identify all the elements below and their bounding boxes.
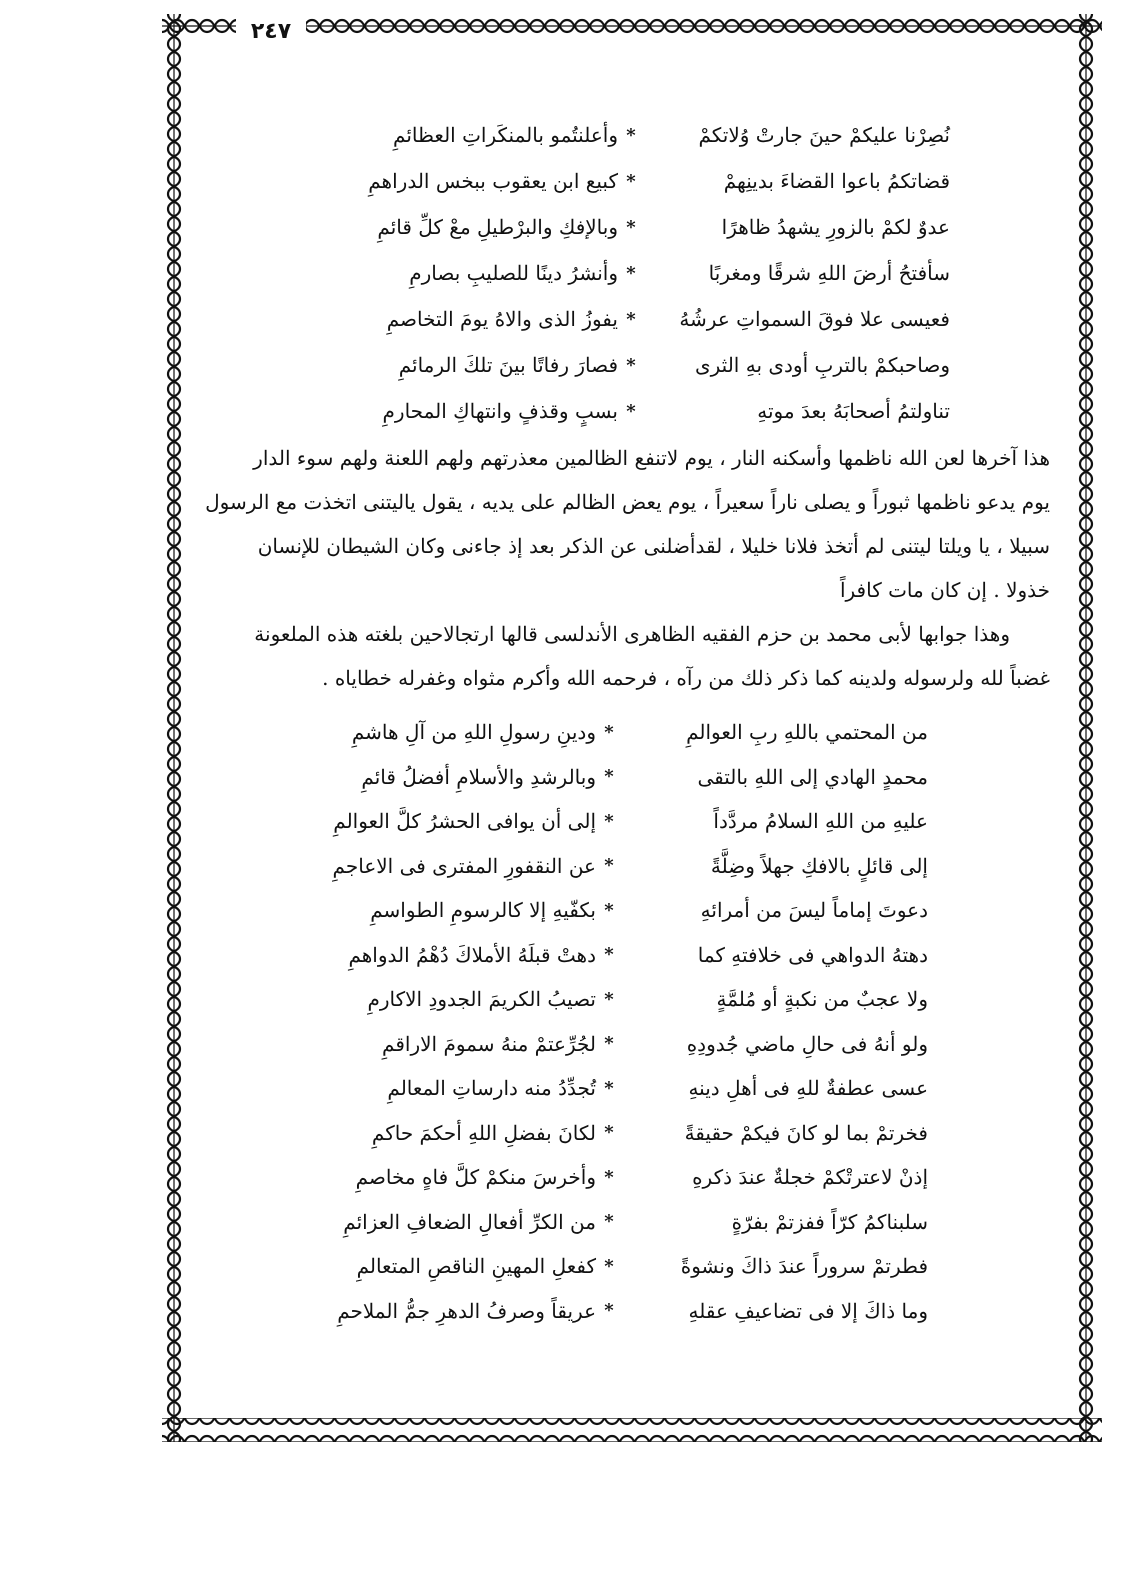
- hemistich-left: تصيبُ الكريمَ الجدودِ الاكارمِ: [367, 987, 596, 1012]
- verse-line: [310, 296, 950, 342]
- hemistich-left: من الكرِّ أفعالِ الضعافِ العزائمِ: [343, 1209, 596, 1234]
- hemistich-right: عدوٌ لكمْ بالزورِ يشهدُ ظاهرًا: [721, 215, 950, 239]
- verse-line: [310, 204, 950, 250]
- separator-star: *: [604, 1122, 614, 1144]
- hemistich-left: كبيع ابن يعقوب ببخس الدراهمِ: [368, 169, 618, 193]
- hemistich-right: وما ذاكَ إلا فى تضاعيفِ عقلهِ: [688, 1298, 928, 1323]
- hemistich-right: فعيسى علا فوقَ السمواتِ عرشُهُ: [679, 307, 950, 331]
- hemistich-right: من المحتمي باللهِ ربِ العوالمِ: [686, 720, 928, 745]
- hemistich-right: سأفتحُ أرضَ اللهِ شرقًا ومغربًا: [708, 261, 950, 285]
- hemistich-right: إلى قائلٍ بالافكِ جهلاً وضِلَّةً: [710, 853, 928, 878]
- hemistich-right: ولو أنهُ فى حالِ ماضي جُدودِهِ: [686, 1031, 928, 1056]
- hemistich-right: فطرتمْ سروراً عندَ ذاكَ ونشوةً: [680, 1254, 928, 1279]
- page-number: ٢٤٧: [236, 18, 306, 46]
- verse-line: [288, 1066, 928, 1111]
- verse-line: [288, 1289, 928, 1334]
- hemistich-left: يفوزُ الذى والاهُ يومَ التخاصمِ: [386, 307, 618, 331]
- hemistich-right: تناولتمُ أصحابَهُ بعدَ موتهِ: [757, 399, 950, 423]
- prose-line: وهذا جوابها لأبى محمد بن حزم الفقيه الظاهرى الأندلسى قالها ارتجالاحين بلغته هذه الملعونة: [254, 622, 1010, 646]
- verse-line: [288, 710, 928, 755]
- separator-star: *: [604, 1077, 614, 1099]
- separator-star: *: [626, 354, 636, 376]
- verse-line: [288, 888, 928, 933]
- verse-line: [310, 388, 950, 434]
- hemistich-right: فخرتمْ بما لو كانَ فيكمْ حقيقةً: [684, 1120, 928, 1145]
- separator-star: *: [604, 899, 614, 921]
- separator-star: *: [626, 400, 636, 422]
- hemistich-left: لكانَ بفضلِ اللهِ أحكمَ حاكمِ: [371, 1120, 596, 1145]
- prose-paragraph-reply-intro: [210, 612, 1050, 700]
- hemistich-left: إلى أن يوافى الحشرُ كلَّ العوالمِ: [333, 809, 596, 834]
- page-content: [205, 112, 1050, 1333]
- separator-star: *: [604, 988, 614, 1010]
- verse-line: [288, 977, 928, 1022]
- verse-line: [310, 158, 950, 204]
- separator-star: *: [626, 124, 636, 146]
- hemistich-left: وبالرشدِ والأسلامِ أفضلُ قائمِ: [361, 764, 596, 789]
- verse-line: [288, 1244, 928, 1289]
- hemistich-left: فصارَ رفاتًا بينَ تلكَ الرمائمِ: [398, 353, 618, 377]
- poem-bottom: [288, 710, 928, 1333]
- hemistich-left: لجُرِّعتمْ منهُ سمومَ الاراقمِ: [382, 1031, 596, 1056]
- hemistich-right: سلبناكمُ كرّاً ففزتمْ بفرّةٍ: [731, 1209, 928, 1234]
- separator-star: *: [626, 170, 636, 192]
- prose-line: غضباً لله ولرسوله ولدينه كما ذكر ذلك من رآه ، فرحمه الله وأكرم مثواه وغفرله خطاياه .: [322, 666, 1050, 690]
- verse-line: [288, 755, 928, 800]
- hemistich-left: وأنشرُ دينًا للصليبِ بصارمِ: [409, 261, 618, 285]
- prose-line: خذولا . إن كان مات كافراً: [839, 578, 1050, 602]
- hemistich-left: وأعلنتُمو بالمنكَراتِ العظائمِ: [393, 123, 618, 147]
- separator-star: *: [604, 1033, 614, 1055]
- hemistich-right: دعوتَ إماماً ليسَ من أمرائهِ: [700, 898, 928, 923]
- separator-star: *: [604, 944, 614, 966]
- verse-line: [310, 250, 950, 296]
- hemistich-left: بكفّيهِ إلا كالرسومِ الطواسمِ: [370, 898, 596, 923]
- separator-star: *: [626, 308, 636, 330]
- separator-star: *: [604, 1166, 614, 1188]
- separator-star: *: [604, 855, 614, 877]
- hemistich-left: كفعلِ المهينِ الناقصِ المتعالمِ: [356, 1254, 596, 1279]
- separator-star: *: [626, 262, 636, 284]
- separator-star: *: [604, 1211, 614, 1233]
- page-frame: [162, 14, 1102, 1442]
- prose-paragraph-curse: [205, 436, 1050, 612]
- verse-line: [288, 1155, 928, 1200]
- poem-top: [310, 112, 950, 434]
- verse-line: [288, 844, 928, 889]
- hemistich-left: وأخرسَ منكمْ كلَّ فاهٍ مخاصمِ: [355, 1165, 596, 1190]
- hemistich-right: إذنْ لاعترتْكمْ خجلةٌ عندَ ذكرهِ: [692, 1165, 928, 1190]
- separator-star: *: [604, 1255, 614, 1277]
- hemistich-left: دهتْ قبلَهُ الأملاكَ دُهْمُ الدواهمِ: [348, 942, 596, 967]
- verse-line: [288, 933, 928, 978]
- hemistich-right: دهتهُ الدواهي فى خلافتهِ كما: [697, 942, 928, 967]
- verse-line: [288, 1200, 928, 1245]
- verse-line: [288, 1022, 928, 1067]
- verse-line: [310, 342, 950, 388]
- hemistich-left: وبالإفكِ والبرْطيلِ معْ كلِّ قائمِ: [377, 215, 618, 239]
- separator-star: *: [626, 216, 636, 238]
- separator-star: *: [604, 810, 614, 832]
- verse-line: [288, 799, 928, 844]
- hemistich-right: ولا عجبٌ من نكبةٍ أو مُلمَّةٍ: [716, 987, 928, 1012]
- separator-star: *: [604, 1300, 614, 1322]
- prose-line: سبيلا ، يا ويلتا ليتنى لم أتخذ فلانا خليلا ، لقدأضلنى عن الذكر بعد إذ جاءنى وكان الشيطان للإنسان: [257, 534, 1050, 558]
- hemistich-right: نُصِرْنا عليكمْ حينَ جارتْ وُلاتكمْ: [698, 123, 950, 147]
- separator-star: *: [604, 721, 614, 743]
- hemistich-left: عن النقفورِ المفترى فى الاعاجمِ: [332, 853, 596, 878]
- hemistich-right: وصاحبكمْ بالتربِ أودى بهِ الثرى: [694, 353, 950, 377]
- hemistich-right: قضاتكمُ باعوا القضاءَ بدينِهمْ: [723, 169, 950, 193]
- verse-line: [310, 112, 950, 158]
- hemistich-left: تُجدِّدُ منه دارساتِ المعالمِ: [387, 1076, 596, 1101]
- hemistich-left: عريقاً وصرفُ الدهرِ جمُّ الملاحمِ: [337, 1298, 596, 1323]
- prose-line: هذا آخرها لعن الله ناظمها وأسكنه النار ، يوم لاتنفع الظالمين معذرتهم ولهم اللعنة ولهم سوء الدار: [253, 446, 1050, 470]
- hemistich-left: ودينِ رسولِ اللهِ من آلِ هاشمِ: [351, 720, 596, 745]
- hemistich-right: عسى عطفةٌ للهِ فى أهلِ دينهِ: [688, 1076, 928, 1101]
- hemistich-left: بسبٍ وقذفٍ وانتهاكِ المحارمِ: [382, 399, 618, 423]
- separator-star: *: [604, 766, 614, 788]
- prose-line: يوم يدعو ناظمها ثبوراً و يصلى ناراً سعيراً ، يوم يعض الظالم على يديه ، يقول ياليتنى اتخذت مع الرسول: [205, 490, 1050, 514]
- verse-line: [288, 1111, 928, 1156]
- hemistich-right: عليهِ من اللهِ السلامُ مردَّداً: [713, 809, 928, 834]
- hemistich-right: محمدٍ الهادي إلى اللهِ بالتقى: [697, 764, 928, 789]
